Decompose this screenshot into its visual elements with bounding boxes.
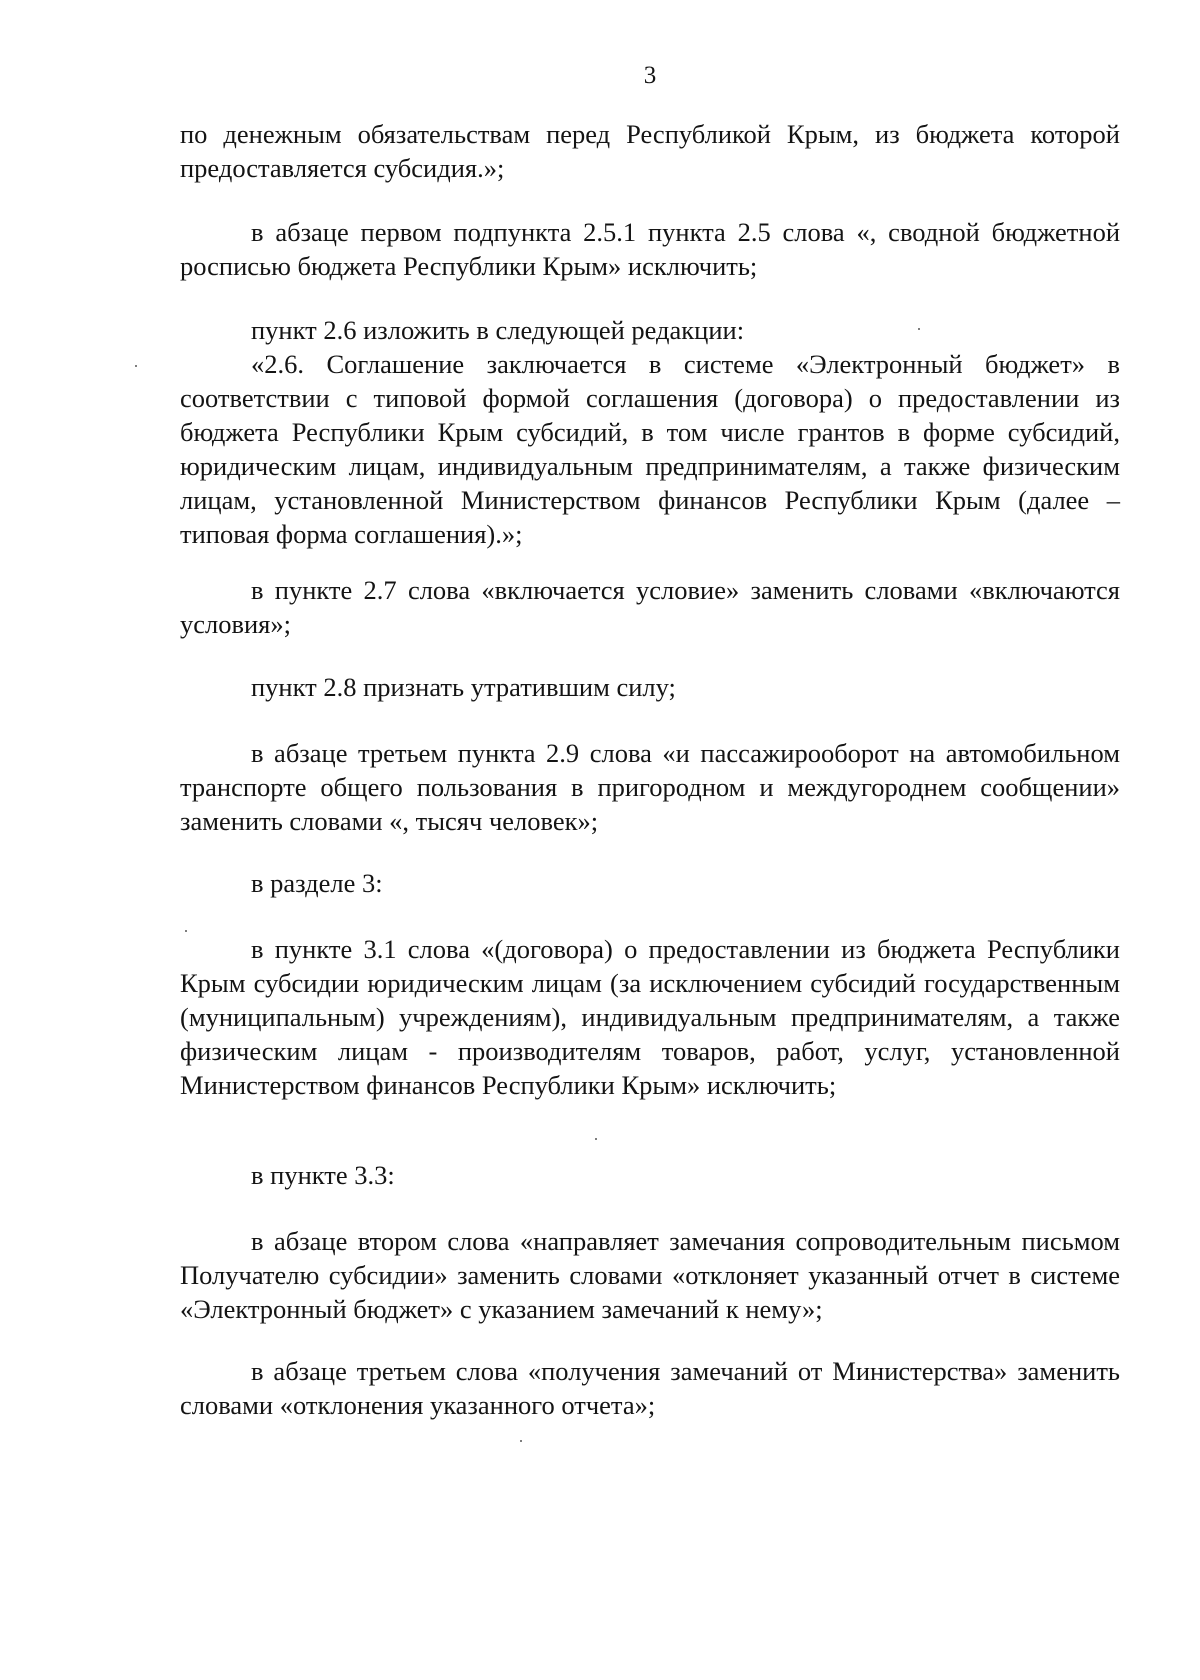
paragraph-2-7-amendment: в пункте 2.7 слова «включается условие» заменить словами «включаются условия»; bbox=[180, 575, 1120, 639]
scan-speck bbox=[135, 365, 137, 367]
paragraph-continuation: по денежным обязательствам перед Республикой Крым, из бюджета которой предоставляется субсидия.»; bbox=[180, 119, 1120, 183]
scan-speck bbox=[520, 1440, 522, 1442]
paragraph-2-6-new-text: «2.6. Соглашение заключается в системе «Электронный бюджет» в соответствии с типовой формой соглашения (договора) о предоставлении из бюджета Республики Крым субсидий, в том числе грантов в форме субсидий, юридическим лицам, индивидуальным предпринимателям, а также физическим лицам, установленной Министерством финансов Республики Крым (далее – типовая форма соглашения).»; bbox=[180, 349, 1120, 549]
scan-speck bbox=[918, 328, 920, 330]
paragraph-2-5-1-amendment: в абзаце первом подпункта 2.5.1 пункта 2.5 слова «, сводной бюджетной росписью бюджета Республики Крым» исключить; bbox=[180, 217, 1120, 281]
page-number: 3 bbox=[643, 62, 657, 89]
paragraph-2-6-intro: пункт 2.6 изложить в следующей редакции: bbox=[251, 315, 745, 345]
paragraph-2-8-repeal: пункт 2.8 признать утратившим силу; bbox=[251, 672, 676, 702]
paragraph-3-3-intro: в пункте 3.3: bbox=[251, 1160, 395, 1190]
scan-speck bbox=[595, 1138, 597, 1140]
paragraph-2-9-amendment: в абзаце третьем пункта 2.9 слова «и пассажирооборот на автомобильном транспорте общего пользования в пригородном и междугороднем сообщении» заменить словами «, тысяч человек»; bbox=[180, 738, 1120, 836]
paragraph-3-3-third-abzac: в абзаце третьем слова «получения замечаний от Министерства» заменить словами «отклонения указанного отчета»; bbox=[180, 1356, 1120, 1420]
paragraph-section-3: в разделе 3: bbox=[251, 868, 383, 898]
scan-speck bbox=[185, 930, 187, 932]
paragraph-3-3-second-abzac: в абзаце втором слова «направляет замечания сопроводительным письмом Получателю субсидии» заменить словами «отклоняет указанный отчет в системе «Электронный бюджет» с указанием замечаний к нему»; bbox=[180, 1226, 1120, 1324]
paragraph-3-1-amendment: в пункте 3.1 слова «(договора) о предоставлении из бюджета Республики Крым субсидии юридическим лицам (за исключением субсидий государственным (муниципальным) учреждениям), индивидуальным предпринимателям, а также физическим лицам - производителям товаров, работ, услуг, установленной Министерством финансов Республики Крым» исключить; bbox=[180, 934, 1120, 1100]
